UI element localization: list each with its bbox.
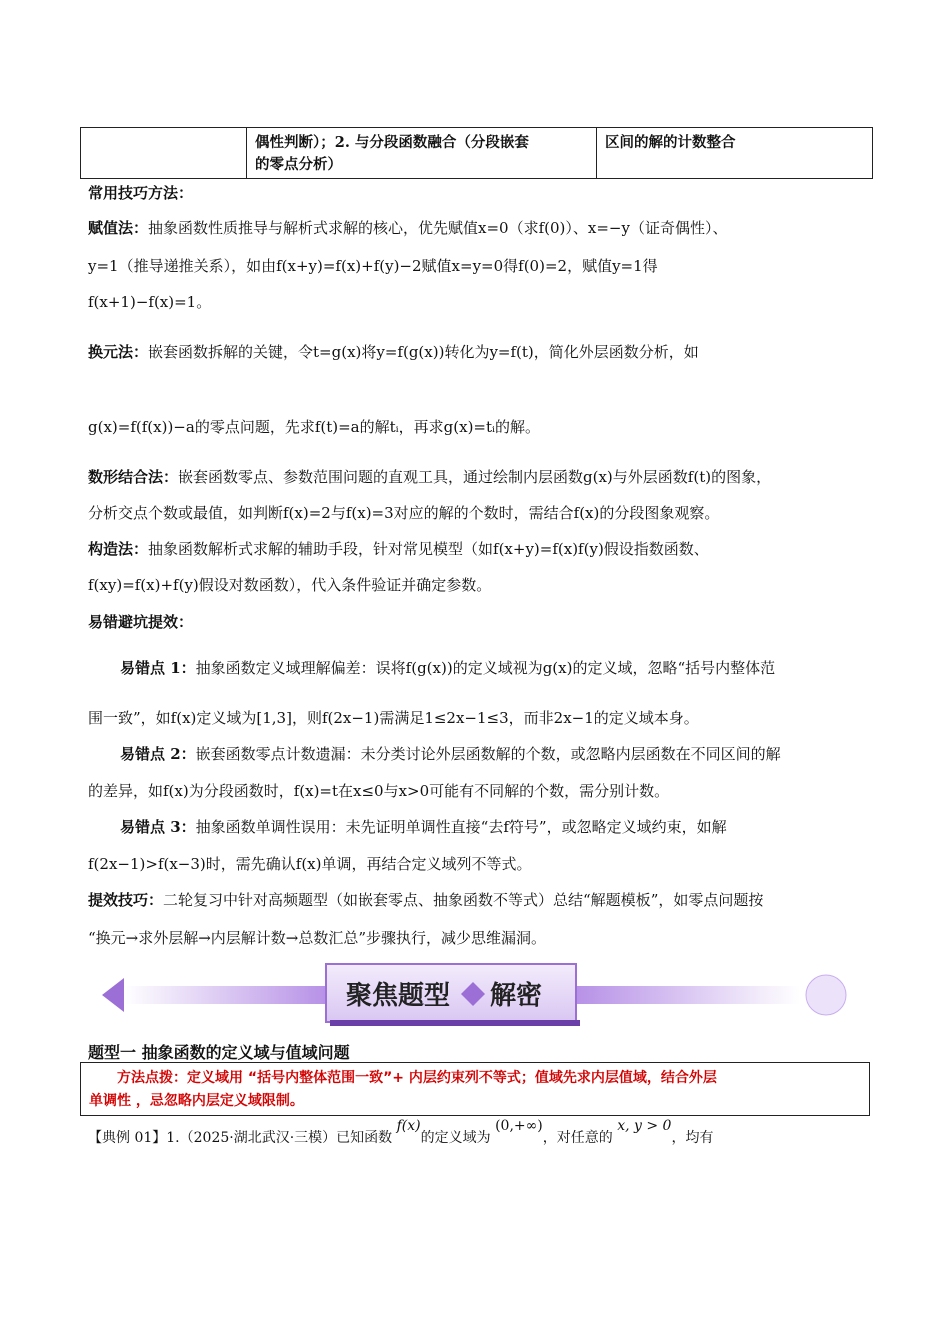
tip-line1 — [88, 888, 870, 912]
section-banner — [100, 962, 850, 1028]
table-cell-1 — [81, 128, 246, 178]
pitfall1-text1: 抽象函数定义域理解偏差：误将f(g(x))的定义域视为g(x)的定义域，忽略“括号内整体范 — [195, 659, 776, 677]
example-text1: 已知函数 — [336, 1130, 393, 1146]
graph-label: 数形结合法： — [88, 468, 179, 486]
pitfall3-line2: f(2x−1)>f(x−3)时，需先确认f(x)单调，再结合定义域列不等式。 — [88, 855, 532, 873]
assign-line2: y=1（推导递推关系），如由f(x+y)=f(x)+f(y)−2赋值x=y=0得f(0)=2，赋值y=1得 — [88, 257, 658, 275]
tip-text1: 二轮复习中针对高频题型（如嵌套零点、抽象函数不等式）总结“解题模板”，如零点问题按 — [163, 891, 764, 909]
construct-label: 构造法： — [88, 540, 149, 558]
construct-text1: 抽象函数解析式求解的辅助手段，针对常见模型（如f(x+y)=f(x)f(y)假设指数函数、 — [148, 540, 709, 558]
example-domain: (0,+∞) — [495, 1118, 543, 1134]
graph-line1 — [88, 465, 870, 489]
method-tip-text1: 定义域用 “括号内整体范围一致”+ 内层约束列不等式；值域先求内层值域，结合外层 — [187, 1070, 717, 1086]
construct-line1 — [88, 537, 870, 561]
banner-text-left: 聚焦题型 — [346, 981, 451, 1011]
assign-label: 赋值法： — [88, 219, 149, 237]
example-number: 1. — [166, 1130, 180, 1146]
banner-bar-left — [124, 986, 332, 1004]
summary-table-row — [80, 127, 873, 179]
method-tip-label: 方法点拨： — [117, 1070, 187, 1086]
example-line — [88, 1118, 714, 1150]
method-tip-line1 — [89, 1067, 861, 1090]
pitfall2-line2: 的差异，如f(x)为分段函数时，f(x)=t在x≤0与x>0可能有不同解的个数，需分别计数。 — [88, 782, 670, 800]
pitfall2-label: 易错点 2： — [120, 745, 196, 763]
method-tip-box — [80, 1062, 870, 1116]
section-title: 题型一 抽象函数的定义域与值域问题 — [88, 1043, 350, 1062]
assign-line3: f(x+1)−f(x)=1。 — [88, 293, 212, 311]
sub-line1 — [88, 340, 870, 364]
tip-line2: “换元→求外层解→内层解计数→总数汇总”步骤执行，减少思维漏洞。 — [88, 929, 547, 947]
method-tip-line2: 单调性 ，忌忽略内层定义域限制。 — [89, 1093, 304, 1109]
construct-line2: f(xy)=f(x)+f(y)假设对数函数），代入条件验证并确定参数。 — [88, 576, 492, 594]
example-text3: ，对任意的 — [542, 1130, 613, 1146]
table-cell-2-line1: 偶性判断）；2. 与分段函数融合（分段嵌套 — [255, 134, 529, 151]
banner-bar-right — [570, 986, 800, 1004]
pitfall3-label: 易错点 3： — [120, 818, 196, 836]
sub-text1: 嵌套函数拆解的关键，令t=g(x)将y=f(g(x))转化为y=f(t)，简化外层函数分析，如 — [148, 343, 699, 361]
tip-label: 提效技巧： — [88, 891, 164, 909]
pitfall3-text1: 抽象函数单调性误用：未先证明单调性直接“去f符号”，或忽略定义域约束，如解 — [195, 818, 727, 836]
assign-text1: 抽象函数性质推导与解析式求解的核心，优先赋值x=0（求f(0)）、x=−y（证奇偶性）、 — [148, 219, 728, 237]
assign-line1 — [88, 216, 870, 240]
pitfall1-label: 易错点 1： — [120, 659, 196, 677]
pitfall2-line1 — [120, 742, 870, 766]
sub-line2: g(x)=f(f(x))−a的零点问题，先求f(t)=a的解tᵢ，再求g(x)=tᵢ的解。 — [88, 418, 541, 436]
banner-text-right: 解密 — [490, 981, 543, 1011]
table-cell-2-line2: 的零点分析） — [255, 156, 342, 173]
graph-text1: 嵌套函数零点、参数范围问题的直观工具，通过绘制内层函数g(x)与外层函数f(t)的图象， — [178, 468, 772, 486]
pitfalls-heading: 易错避坑提效： — [88, 613, 194, 631]
example-cond: x, y > 0 — [617, 1118, 672, 1134]
pitfall1-line1 — [120, 656, 870, 680]
pitfall2-text1: 嵌套函数零点计数遗漏：未分类讨论外层函数解的个数，或忽略内层函数在不同区间的解 — [195, 745, 781, 763]
example-source: （2025·湖北武汉·三模） — [179, 1130, 337, 1146]
example-text2: 的定义域为 — [420, 1130, 491, 1146]
pitfall3-line1 — [120, 815, 870, 839]
pitfall1-line2: 围一致”，如f(x)定义域为[1,3]，则f(2x−1)需满足1≤2x−1≤3，而非2x−1的定义域本身。 — [88, 709, 699, 727]
banner-plate-shadow — [330, 1020, 580, 1026]
graph-line2: 分析交点个数或最值，如判断f(x)=2与f(x)=3对应的解的个数时，需结合f(x)的分段图象观察。 — [88, 504, 720, 522]
table-cell-2 — [246, 128, 596, 178]
table-cell-3: 区间的解的计数整合 — [596, 128, 872, 178]
example-tag: 【典例 01】 — [88, 1130, 167, 1146]
banner-arrow-left — [102, 978, 124, 1012]
example-fx: f(x) — [396, 1118, 421, 1134]
banner-circle-right — [806, 975, 846, 1015]
sub-label: 换元法： — [88, 343, 149, 361]
methods-heading: 常用技巧方法： — [88, 184, 194, 202]
example-text4: ，均有 — [671, 1130, 714, 1146]
